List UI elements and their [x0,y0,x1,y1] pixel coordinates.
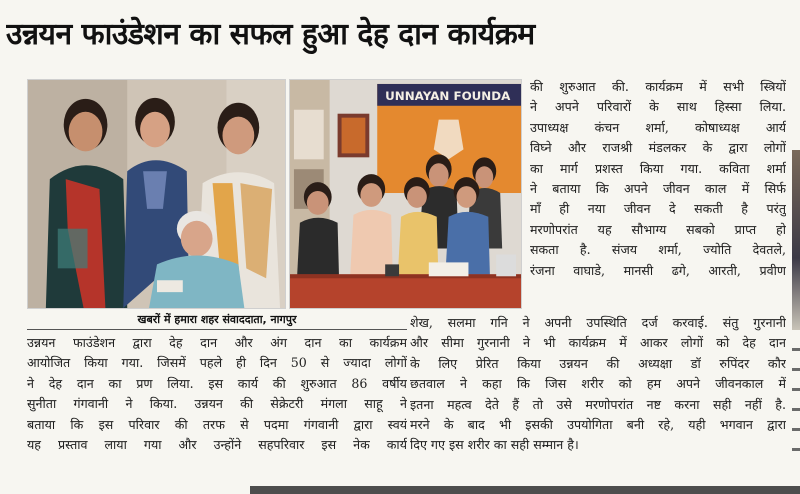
bottom-rule [250,486,800,494]
text-line-last: दिए गए इस शरीर का सही सम्मान है। [410,437,579,453]
text-line: ने बताया कि अपने जीवन काल में सिर्फ [530,180,786,196]
text-line: विघ्ने और राजश्री मंडलकर के द्वारा लोगों [530,140,786,156]
text-line: और सीमा गुरनानी ने भी कार्यक्रम में आकर लोगों को देह दान [410,335,786,351]
text-line: बताया कि इस परिवार की तरफ से पदमा गंगवानी द्वारा स्वयं [27,416,407,432]
column-right [530,77,786,281]
text-line: रंजना वाघाडे, मानसी ढगे, आरती, प्रवीण [530,262,786,278]
headline: उन्नयन फाउंडेशन का सफल हुआ देह दान कार्यक्रम [6,17,535,52]
photo-group-women [27,79,286,309]
text-line: के लिए प्रेरित किया उन्नयन की अध्यक्षा डॉ रुपिंदर कौर [410,355,786,371]
text-line: की शुरुआत की. कार्यक्रम में सभी स्त्रियों [530,79,786,94]
adjacent-text-edge [792,336,800,456]
byline-rule [27,329,407,330]
text-line: छतवाल ने कहा कि जिस शरीर को हम अपने जीवनकाल में [410,376,786,392]
adjacent-photo-edge [792,150,800,330]
banner-text: UNNAYAN FOUNDA [385,88,511,103]
text-line: सुनीता गंगवानी ने किया. उन्नयन की सेक्रेटरी मंगला साहू ने [27,396,407,412]
text-line: सकता है. संजय शर्मा, ज्योति देवतले, [530,242,786,258]
text-line: ने देह दान का प्रण लिया. इस कार्य की शुरुआत 86 वर्षीय [27,375,407,391]
text-line: शेख, सलमा गनि ने अपनी उपस्थिति दर्ज करवाई. संतु गुरनानी [410,315,786,330]
photo-illustration-left [28,80,285,308]
text-line: का मार्ग प्रशस्त किया गया. कविता शर्मा [530,160,786,176]
photo-illustration-right [290,80,521,308]
text-line: इतना महत्व देते हैं तो उसे मरणोपरांत नष्ट करना सही नहीं है. [410,396,786,412]
photo-group-desk [289,79,522,309]
text-line: मरणोपरांत यह सौभाग्य सबको प्राप्त हो [530,221,786,237]
text-line: आयोजित किया गया. जिसमें पहले ही दिन 50 से ज्यादा लोगों [27,355,407,371]
text-line: यह प्रस्ताव लाया गया और उन्होंने सहपरिवार इस नेक कार्य [27,436,407,452]
column-bottom-right [410,313,786,456]
text-line: माँ ही नया जीवन दे सकती है परंतु [530,201,786,217]
text-line: ने अपने परिवारों के साथ हिस्सा लिया. [530,99,786,115]
text-line: उपाध्यक्ष कंचन शर्मा, कोषाध्यक्ष आर्य [530,119,786,135]
text-line: उन्नयन फाउंडेशन द्वारा देह दान और अंग दान का कार्यक्रम [27,335,407,350]
column-bottom-left [27,333,407,455]
text-line: मरने के बाद भी इसकी उपयोगिता बनी रहे, यही भगवान द्वारा [410,416,786,432]
byline: खबरों में हमारा शहर संवाददाता, नागपुर [137,313,297,326]
